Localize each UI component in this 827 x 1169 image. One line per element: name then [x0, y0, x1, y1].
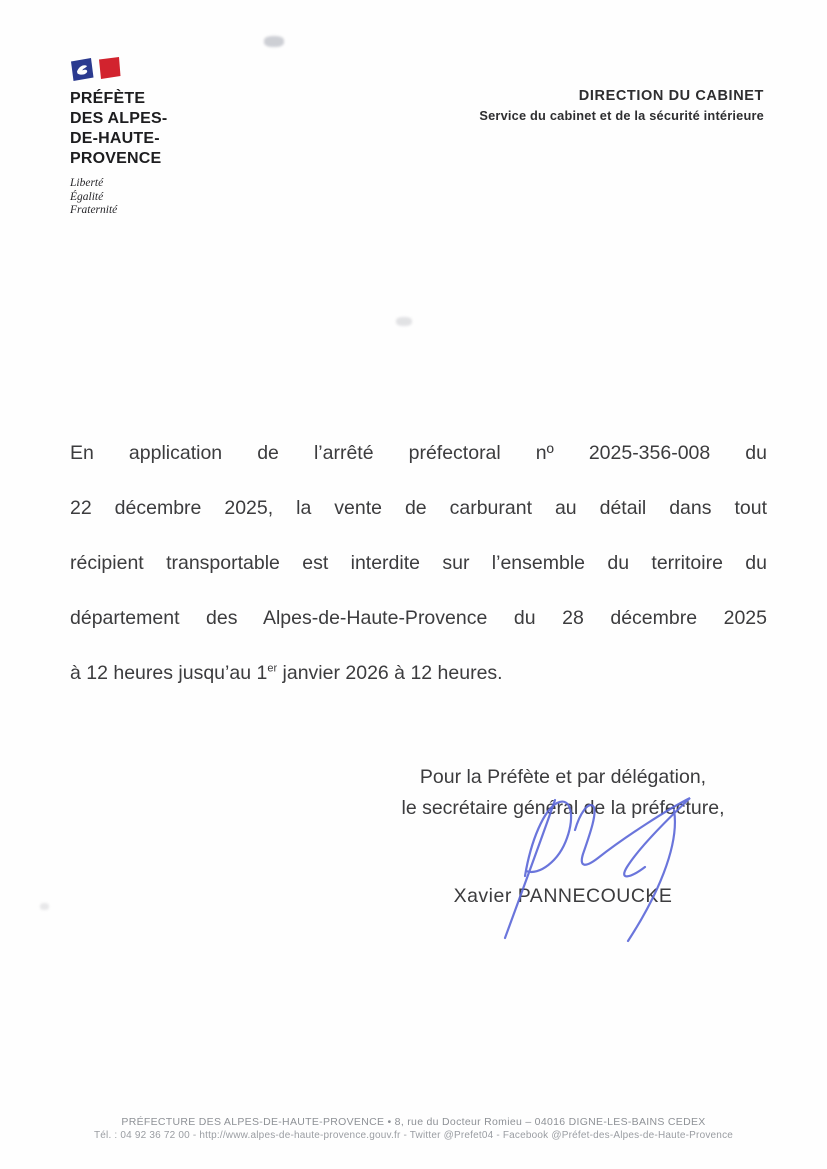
body-last-prefix: à 12 heures jusqu’au 1 — [70, 662, 268, 684]
footer-address: PRÉFECTURE DES ALPES-DE-HAUTE-PROVENCE • 8, rue du Docteur Romieu – 04016 DIGNE-LES-BAINS CEDEX — [121, 1116, 706, 1128]
body-last-suffix: janvier 2026 à 12 heures. — [277, 662, 503, 684]
signatory-name: Xavier PANNECOUCKE — [453, 885, 673, 907]
delegation-line-2: le secrétaire général de la préfecture, — [401, 797, 725, 819]
motto-line: Égalité — [70, 190, 104, 203]
footer-contacts: Tél. : 04 92 36 72 00 - http://www.alpes-de-haute-provence.gouv.fr - Twitter @Prefet04 - Facebook @Préfet-des-Alpes-de-Haute-Provence — [93, 1130, 734, 1141]
scan-smudge — [396, 317, 412, 326]
body-line: récipient transportable est interdite sur l’ensemble du territoire du — [70, 552, 767, 574]
scan-smudge — [40, 903, 49, 910]
delegation-line-1: Pour la Préfète et par délégation, — [419, 766, 707, 788]
french-flag-marianne-icon — [70, 56, 122, 83]
header-right — [479, 88, 764, 123]
ordinal-superscript: er — [267, 662, 278, 675]
letter-body — [70, 426, 767, 701]
direction-title: DIRECTION DU CABINET — [578, 88, 764, 104]
motto-line: Fraternité — [70, 204, 118, 216]
signature-block — [340, 762, 786, 908]
service-subtitle: Service du cabinet et de la sécurité intérieure — [479, 108, 764, 123]
scan-smudge — [264, 36, 284, 47]
footer — [0, 1115, 827, 1143]
republic-motto — [70, 177, 260, 218]
body-line: 22 décembre 2025, la vente de carburant au détail dans tout — [70, 497, 767, 519]
prefecture-name-line: PRÉFÈTE — [70, 90, 146, 107]
body-line: En application de l’arrêté préfectoral nº 2025-356-008 du — [70, 442, 767, 464]
prefecture-name-line: DE-HAUTE- — [70, 130, 160, 147]
letterhead — [70, 56, 260, 218]
prefecture-name-line: DES ALPES- — [70, 110, 168, 127]
body-line-last — [70, 646, 767, 701]
motto-line: Liberté — [70, 177, 104, 189]
body-line: département des Alpes-de-Haute-Provence du 28 décembre 2025 — [70, 607, 767, 629]
prefecture-name — [70, 89, 260, 169]
prefecture-name-line: PROVENCE — [70, 150, 162, 167]
